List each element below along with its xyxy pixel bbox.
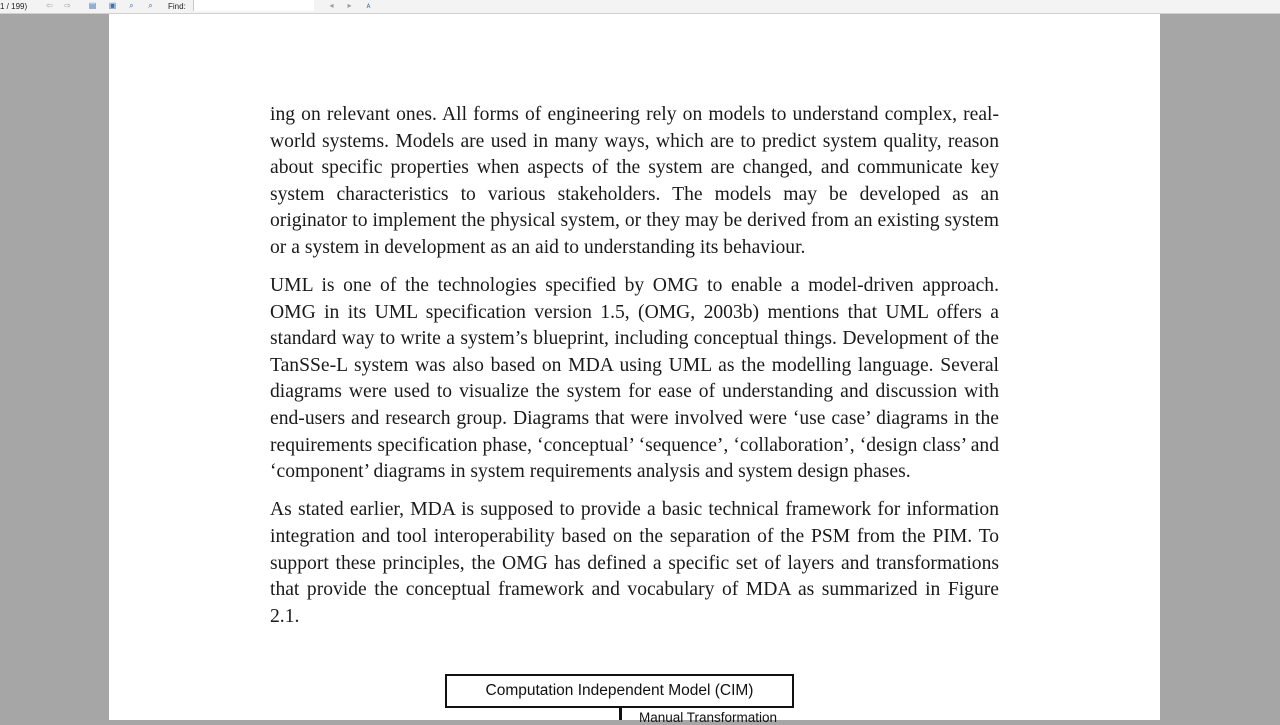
viewer-toolbar — [0, 0, 1280, 14]
paragraph: ing on relevant ones. All forms of engineering rely on models to understand complex, real-world systems. Models are used in many ways, which are to predict system quality, reason about specific properties when aspects of the system are changed, and communicate key system characteristics to various stakeholders. The models may be developed as an originator to implement the physical system, or they may be derived from an existing system or a system in development as an aid to understanding its behaviour. — [270, 104, 999, 258]
find-label: Find: — [168, 2, 186, 11]
zoom-out-icon[interactable]: ⌕ — [148, 1, 153, 10]
find-previous-icon[interactable]: ◂ — [329, 1, 334, 10]
find-next-icon[interactable]: ▸ — [347, 1, 352, 10]
match-case-icon[interactable]: ᴀ — [366, 1, 371, 10]
page-indicator: 1 / 199) — [0, 2, 28, 11]
find-input[interactable] — [193, 0, 314, 11]
paragraph: UML is one of the technologies specified by OMG to enable a model-driven approach. OMG in its UML specification version 1.5, (OMG, 2003b) mentions that UML offers a standard way to write a system’s blueprint, including conceptual things. Development of the TanSSe-L system was also based on MDA using UML as the modelling language. Several diagrams were used to visualize the system for ease of understanding and discussion with end-users and research group. Diagrams that were involved were ‘use case’ diagrams in the requirements specification phase, ‘conceptual’ ‘sequence’, ‘collaboration’, ‘design class’ and ‘component’ diagrams in system requirements analysis and system design phases. — [270, 275, 999, 483]
paragraph: As stated earlier, MDA is supposed to provide a basic technical framework for information integration and tool interoperability based on the separation of the PSM from the PIM. To support these principles, the OMG has defined a specific set of layers and transformations that provide the conceptual framework and vocabulary of MDA as summarized in Figure 2.1. — [270, 499, 999, 627]
body-text — [270, 102, 999, 642]
zoom-in-icon[interactable]: ⌕ — [129, 1, 134, 10]
transformation-arrow — [619, 708, 622, 720]
print-icon[interactable]: ▤ — [88, 1, 97, 10]
arrow-label: Manual Transformation — [639, 710, 778, 725]
cim-diagram-box: Computation Independent Model (CIM) — [445, 674, 794, 708]
forward-arrow-icon[interactable]: ⇨ — [64, 1, 71, 10]
fit-page-icon[interactable]: ▣ — [108, 1, 117, 10]
back-arrow-icon[interactable]: ⇦ — [46, 1, 53, 10]
document-page — [109, 14, 1160, 725]
